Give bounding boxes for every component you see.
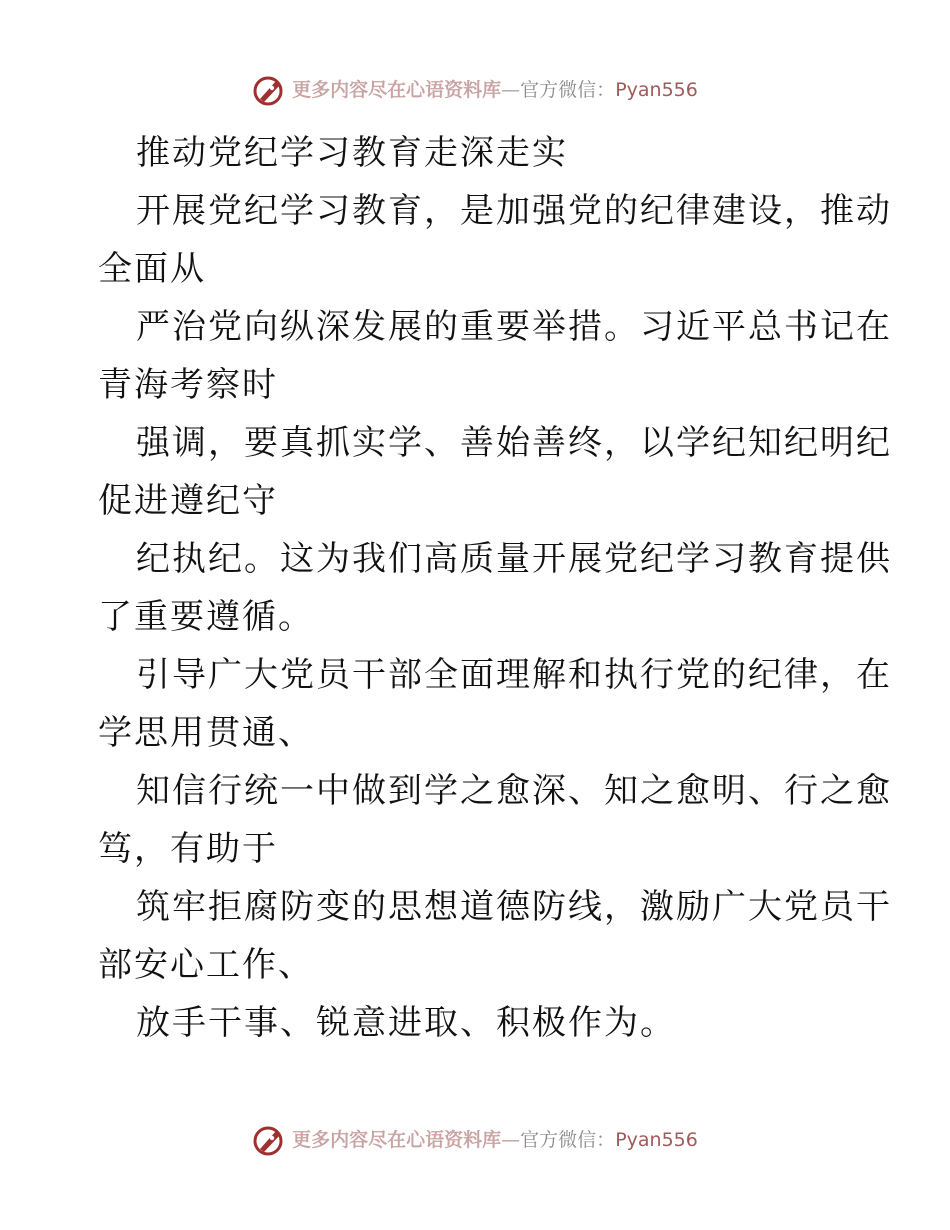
footer-banner [0, 1120, 950, 1160]
paragraph-line: 全面从 [98, 249, 206, 289]
header-banner [0, 70, 950, 110]
paragraph-line: 青海考察时 [98, 365, 278, 405]
paragraph-line: 部安心工作、 [98, 945, 314, 985]
pen-logo-icon [252, 73, 286, 107]
paragraph-line: 笃，有助于 [98, 829, 278, 869]
paragraph-line: 引导广大党员干部全面理解和执行党的纪律，在 [136, 655, 892, 695]
banner-title: 更多内容尽在心语资料库 [292, 1129, 502, 1151]
pen-logo-icon [252, 1123, 286, 1157]
paragraph-line: 了重要遵循。 [98, 597, 314, 637]
paragraph-line: 筑牢拒腐防变的思想道德防线，激励广大党员干 [136, 887, 892, 927]
banner-wechat-id: Pyan556 [615, 79, 698, 101]
paragraph-line: 强调，要真抓实学、善始善终，以学纪知纪明纪 [136, 423, 892, 463]
paragraph-line: 严治党向纵深发展的重要举措。习近平总书记在 [136, 307, 892, 347]
paragraph-line: 促进遵纪守 [98, 481, 278, 521]
banner-title: 更多内容尽在心语资料库 [292, 79, 502, 101]
document-body [98, 124, 892, 1052]
banner-wechat-label: 官方微信： [520, 79, 616, 101]
paragraph-line: 知信行统一中做到学之愈深、知之愈明、行之愈 [136, 771, 892, 811]
paragraph-line: 学思用贯通、 [98, 713, 314, 753]
banner-wechat-label: 官方微信： [520, 1129, 616, 1151]
banner-dash: — [501, 79, 521, 101]
paragraph-line: 纪执纪。这为我们高质量开展党纪学习教育提供 [136, 539, 892, 579]
document-title: 推动党纪学习教育走深走实 [136, 133, 568, 173]
banner-wechat-id: Pyan556 [615, 1129, 698, 1151]
paragraph-line: 放手干事、锐意进取、积极作为。 [136, 1003, 676, 1043]
paragraph-line: 开展党纪学习教育，是加强党的纪律建设，推动 [136, 191, 892, 231]
banner-dash: — [501, 1129, 521, 1151]
